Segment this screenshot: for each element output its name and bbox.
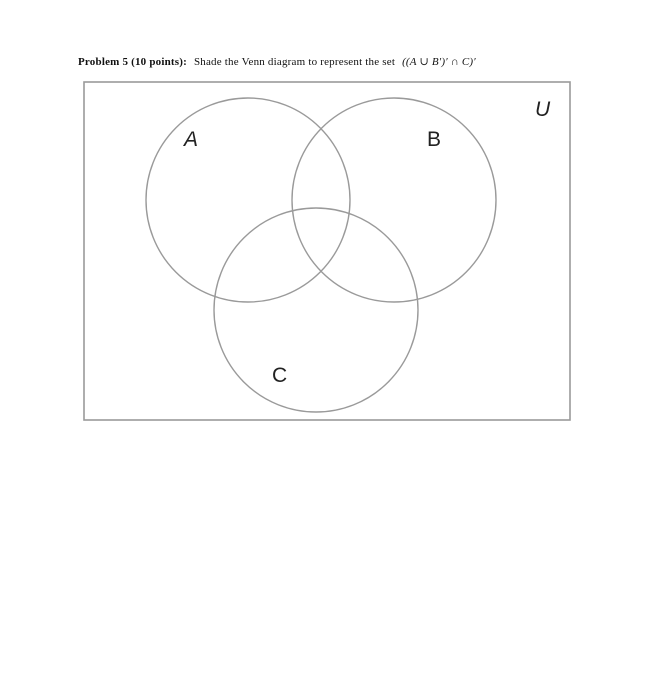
set-b-label: B: [427, 128, 442, 151]
circle-c: [214, 208, 418, 412]
circle-b: [292, 98, 496, 302]
circle-a: [146, 98, 350, 302]
set-c-label: C: [272, 364, 288, 387]
problem-instruction: Shade the Venn diagram to represent the set: [193, 56, 396, 68]
set-a-label: A: [184, 128, 199, 151]
universe-label: U: [535, 98, 551, 121]
set-expression: ((A ∪ B′)′ ∩ C)′: [402, 56, 476, 68]
problem-heading: Problem 5 (10 points):: [78, 56, 187, 68]
universe-rectangle: [84, 82, 570, 420]
